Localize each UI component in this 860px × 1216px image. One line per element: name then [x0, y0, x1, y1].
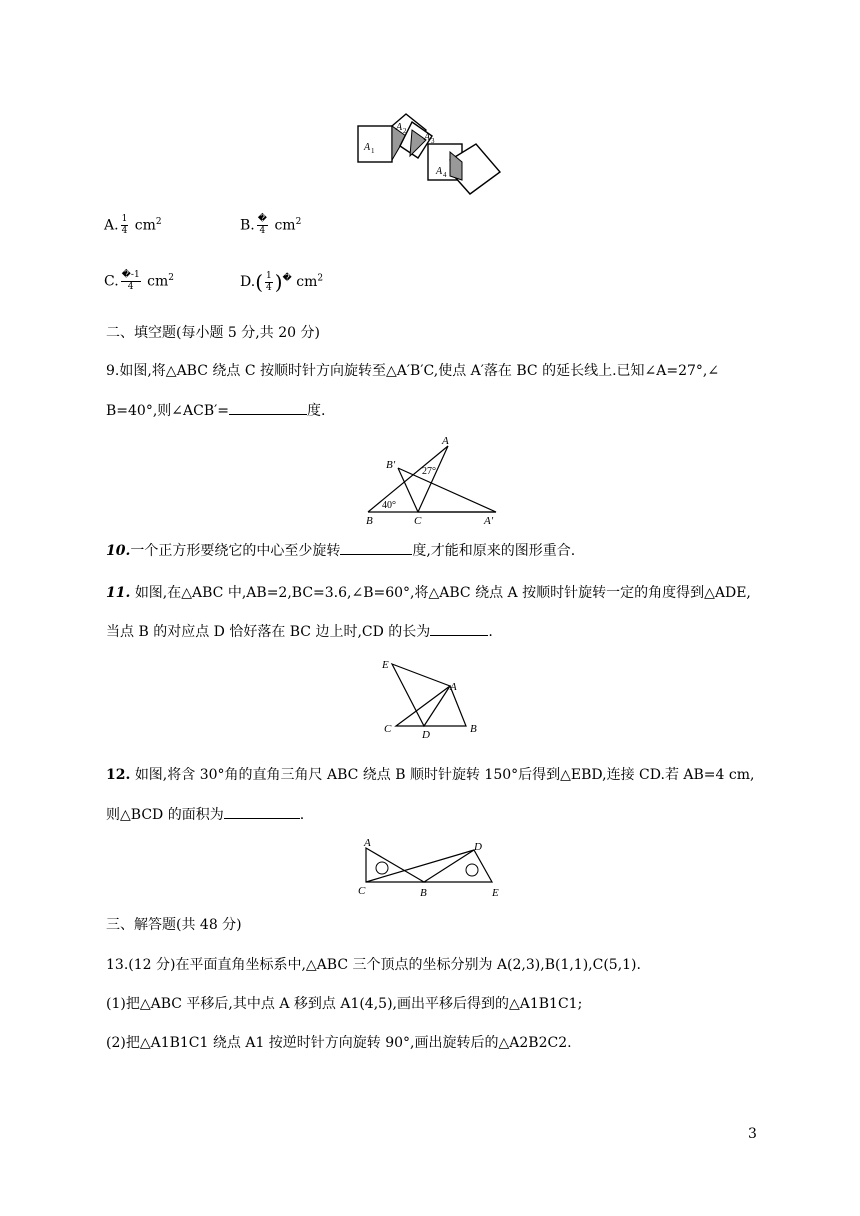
- q8-option-a: A. $\frac{1}{4}$ $cm^2$: [104, 214, 162, 236]
- svg-text:B: B: [420, 887, 427, 899]
- q12-line2: 则△BCD 的面积为 .: [106, 807, 305, 823]
- svg-text:27°: 27°: [422, 466, 436, 477]
- q9-figure: [360, 432, 510, 528]
- q8-label-2: 2: [403, 127, 407, 135]
- q8-label-a: A: [396, 122, 403, 133]
- q13-line3: (2)把△A1B1C1 绕点 A1 按逆时针方向旋转 90°,画出旋转后的△A2B2C2.: [106, 1035, 572, 1051]
- svg-text:C: C: [414, 515, 422, 527]
- q8-label-a: A: [436, 166, 443, 177]
- svg-text:D: D: [422, 729, 430, 740]
- q13-line1: 13.(12 分)在平面直角坐标系中,△ABC 三个顶点的坐标分别为 A(2,3),B(1,1),C(5,1).: [106, 957, 641, 973]
- svg-text:40°: 40°: [382, 500, 396, 511]
- q10-line: 10.一个正方形要绕它的中心至少旋转 度,才能和原来的图形重合.: [106, 543, 576, 559]
- section2-heading: 二、填空题(每小题 5 分,共 20 分): [106, 325, 320, 341]
- q8-option-c: C. $\frac{�-1}{4}$ $cm^2$: [104, 270, 174, 292]
- svg-text:B′: B′: [386, 459, 396, 471]
- q12-line1: 12. 如图,将含 30°角的直角三角尺 ABC 绕点 B 顺时针旋转 150°后得到△EBD,连接 CD.若 AB=4 cm,: [106, 767, 755, 783]
- section3-heading: 三、解答题(共 48 分): [106, 917, 242, 933]
- q12-figure: [354, 836, 514, 900]
- q8-label-4: 4: [443, 171, 447, 179]
- svg-text:A: A: [364, 837, 371, 849]
- q11-line1: 11. 如图,在△ABC 中,AB=2,BC=3.6,∠B=60°,将△ABC 绕点 A 按顺时针旋转一定的角度得到△ADE,: [106, 585, 751, 601]
- q8-label-a: A: [424, 132, 431, 143]
- q9-line2: B=40°,则∠ACB′= 度.: [106, 403, 326, 419]
- svg-text:E: E: [492, 887, 499, 899]
- svg-text:C: C: [358, 885, 366, 897]
- q8-label-3: 3: [431, 137, 435, 145]
- q8-squares-figure: [350, 110, 510, 200]
- q8-label-a: A: [364, 142, 371, 153]
- svg-text:C: C: [384, 723, 392, 735]
- svg-text:D: D: [474, 841, 482, 853]
- q9-line1: 9.如图,将△ABC 绕点 C 按顺时针方向旋转至△A′B′C,使点 A′落在 BC 的延长线上.已知∠A=27°,∠: [106, 363, 720, 379]
- svg-text:A: A: [442, 435, 449, 447]
- svg-text:B: B: [366, 515, 373, 527]
- q8-option-b: B. $\frac{�}{4}$ $cm^2$: [240, 214, 302, 236]
- page-number: 3: [748, 1126, 757, 1142]
- svg-text:B: B: [470, 723, 477, 735]
- q8-option-d: D.( $\frac{1}{4}$ )� $cm^2$: [240, 270, 324, 294]
- q13-line2: (1)把△ABC 平移后,其中点 A 移到点 A1(4,5),画出平移后得到的△A1B1C1;: [106, 996, 583, 1012]
- q11-figure: [378, 654, 488, 740]
- svg-text:A′: A′: [484, 515, 494, 527]
- q8-label-1: 1: [371, 147, 375, 155]
- q11-line2: 当点 B 的对应点 D 恰好落在 BC 边上时,CD 的长为 .: [106, 624, 493, 640]
- svg-text:E: E: [382, 659, 389, 671]
- svg-text:A: A: [450, 681, 457, 693]
